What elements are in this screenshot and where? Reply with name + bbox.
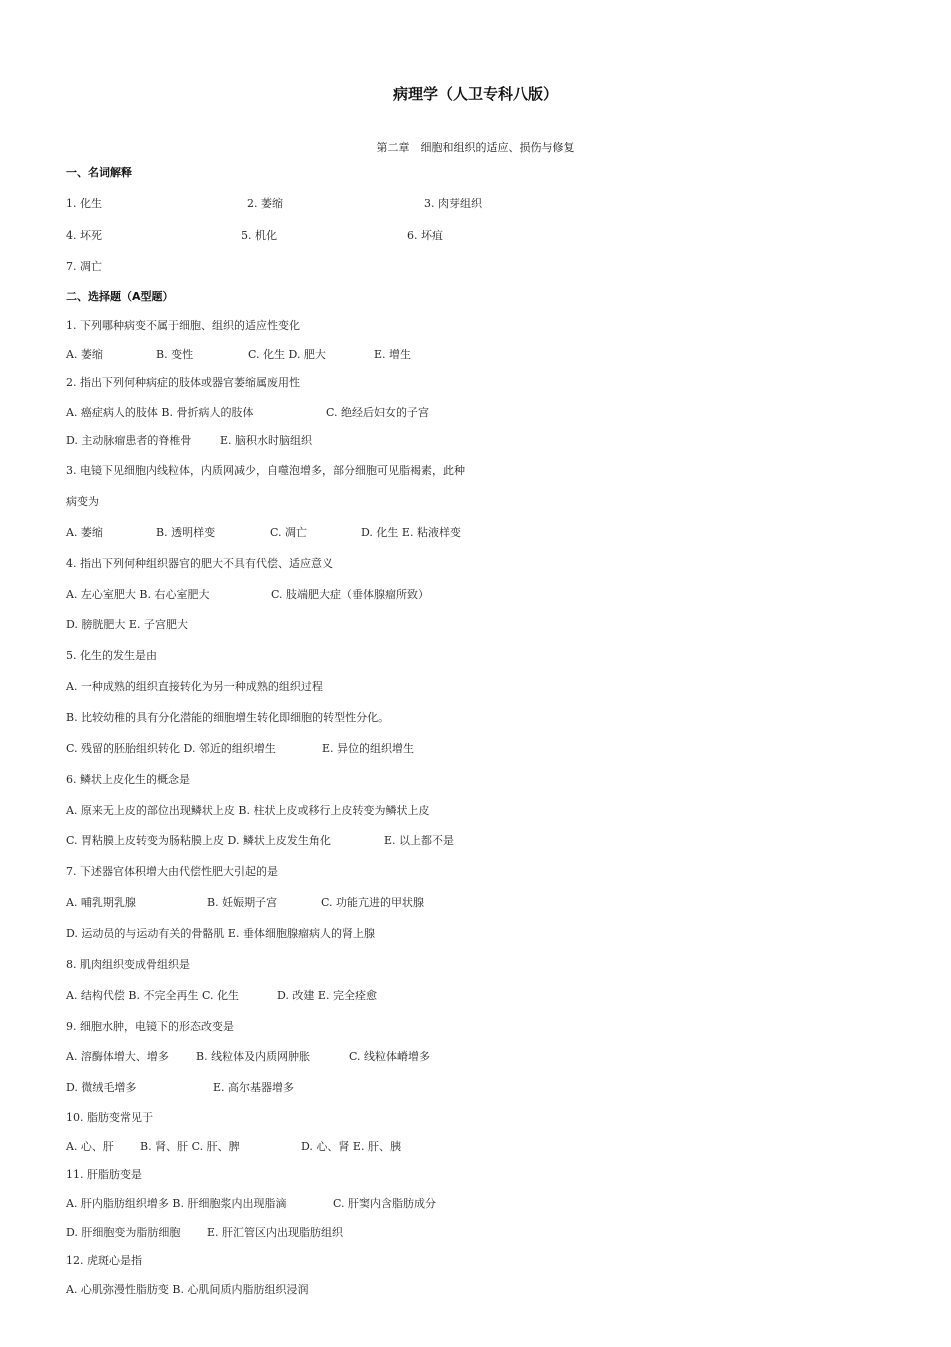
option-item: E. 脑积水时脑组织	[220, 434, 313, 447]
option-item: D. 化生 E. 粘液样变	[361, 526, 461, 539]
option-item: E. 异位的组织增生	[322, 742, 415, 755]
term-item: 1. 化生	[66, 197, 102, 210]
term-item: 7. 凋亡	[66, 260, 102, 273]
option-item: A. 心、肝	[66, 1140, 114, 1153]
section-heading-terms: 一、名词解释	[66, 166, 132, 179]
option-item: D. 心、肾 E. 肝、胰	[301, 1140, 401, 1153]
option-item: A. 萎缩	[66, 526, 103, 539]
option-item: A. 一种成熟的组织直接转化为另一种成熟的组织过程	[66, 680, 323, 693]
option-item: C. 残留的胚胎组织转化 D. 邻近的组织增生	[66, 742, 276, 755]
question-stem: 5. 化生的发生是由	[66, 649, 157, 662]
option-item: D. 膀胱肥大 E. 子宫肥大	[66, 618, 188, 631]
question-stem: 6. 鳞状上皮化生的概念是	[66, 773, 190, 786]
option-item: C. 绝经后妇女的子宫	[326, 406, 430, 419]
option-item: A. 哺乳期乳腺	[66, 896, 136, 909]
question-stem: 8. 肌肉组织变成骨组织是	[66, 958, 190, 971]
option-item: C. 肝窦内含脂肪成分	[333, 1197, 437, 1210]
option-item: C. 凋亡	[270, 526, 308, 539]
question-stem: 4. 指出下列何种组织器官的肥大不具有代偿、适应意义	[66, 557, 333, 570]
option-item: D. 肝细胞变为脂肪细胞	[66, 1226, 181, 1239]
option-item: A. 肝内脂肪组织增多 B. 肝细胞浆内出现脂滴	[66, 1197, 287, 1210]
question-stem: 2. 指出下列何种病症的肢体或器官萎缩属废用性	[66, 376, 300, 389]
option-item: D. 主动脉瘤患者的脊椎骨	[66, 434, 192, 447]
option-item: E. 增生	[374, 348, 412, 361]
option-item: B. 比较幼稚的具有分化潜能的细胞增生转化即细胞的转型性分化。	[66, 711, 390, 724]
option-item: C. 化生 D. 肥大	[248, 348, 326, 361]
option-item: B. 妊娠期子宫	[207, 896, 278, 909]
question-stem: 7. 下述器官体积增大由代偿性肥大引起的是	[66, 865, 278, 878]
option-item: C. 肢端肥大症（垂体腺瘤所致）	[271, 588, 430, 601]
term-item: 3. 肉芽组织	[424, 197, 482, 210]
question-stem: 10. 脂肪变常见于	[66, 1111, 153, 1124]
option-item: A. 结构代偿 B. 不完全再生 C. 化生	[66, 989, 240, 1002]
option-item: A. 左心室肥大 B. 右心室肥大	[66, 588, 210, 601]
option-item: A. 心肌弥漫性脂肪变 B. 心肌间质内脂肪组织浸润	[66, 1283, 309, 1296]
option-item: E. 以上都不是	[384, 834, 455, 847]
question-stem: 3. 电镜下见细胞内线粒体，内质网减少，自噬泡增多，部分细胞可见脂褐素，此种	[66, 464, 465, 477]
term-item: 5. 机化	[241, 229, 277, 242]
option-item: B. 线粒体及内质网肿胀	[196, 1050, 311, 1063]
option-item: C. 线粒体嵴增多	[349, 1050, 431, 1063]
question-stem-continued: 病变为	[66, 495, 99, 508]
option-item: D. 改建 E. 完全痊愈	[277, 989, 377, 1002]
section-heading-choice: 二、选择题（A型题）	[66, 290, 174, 303]
question-stem: 11. 肝脂肪变是	[66, 1168, 142, 1181]
option-item: A. 溶酶体增大、增多	[66, 1050, 169, 1063]
option-item: C. 功能亢进的甲状腺	[321, 896, 425, 909]
option-item: E. 高尔基器增多	[213, 1081, 295, 1094]
term-item: 4. 坏死	[66, 229, 102, 242]
option-item: B. 变性	[156, 348, 194, 361]
option-item: C. 胃粘膜上皮转变为肠粘膜上皮 D. 鳞状上皮发生角化	[66, 834, 331, 847]
option-item: B. 肾、肝 C. 肝、脾	[140, 1140, 240, 1153]
option-item: A. 原来无上皮的部位出现鳞状上皮 B. 柱状上皮或移行上皮转变为鳞状上皮	[66, 804, 430, 817]
question-stem: 1. 下列哪种病变不属于细胞、组织的适应性变化	[66, 319, 300, 332]
term-item: 6. 坏疽	[407, 229, 443, 242]
chapter-title: 第二章 细胞和组织的适应、损伤与修复	[376, 141, 575, 154]
option-item: E. 肝汇管区内出现脂肪组织	[207, 1226, 344, 1239]
document-title: 病理学（人卫专科八版）	[392, 85, 558, 103]
term-item: 2. 萎缩	[247, 197, 283, 210]
option-item: A. 癌症病人的肢体 B. 骨折病人的肢体	[66, 406, 254, 419]
option-item: D. 微绒毛增多	[66, 1081, 137, 1094]
option-item: B. 透明样变	[156, 526, 216, 539]
question-stem: 12. 虎斑心是指	[66, 1254, 142, 1267]
question-stem: 9. 细胞水肿，电镜下的形态改变是	[66, 1020, 234, 1033]
option-item: A. 萎缩	[66, 348, 103, 361]
option-item: D. 运动员的与运动有关的骨骼肌 E. 垂体细胞腺瘤病人的肾上腺	[66, 927, 375, 940]
